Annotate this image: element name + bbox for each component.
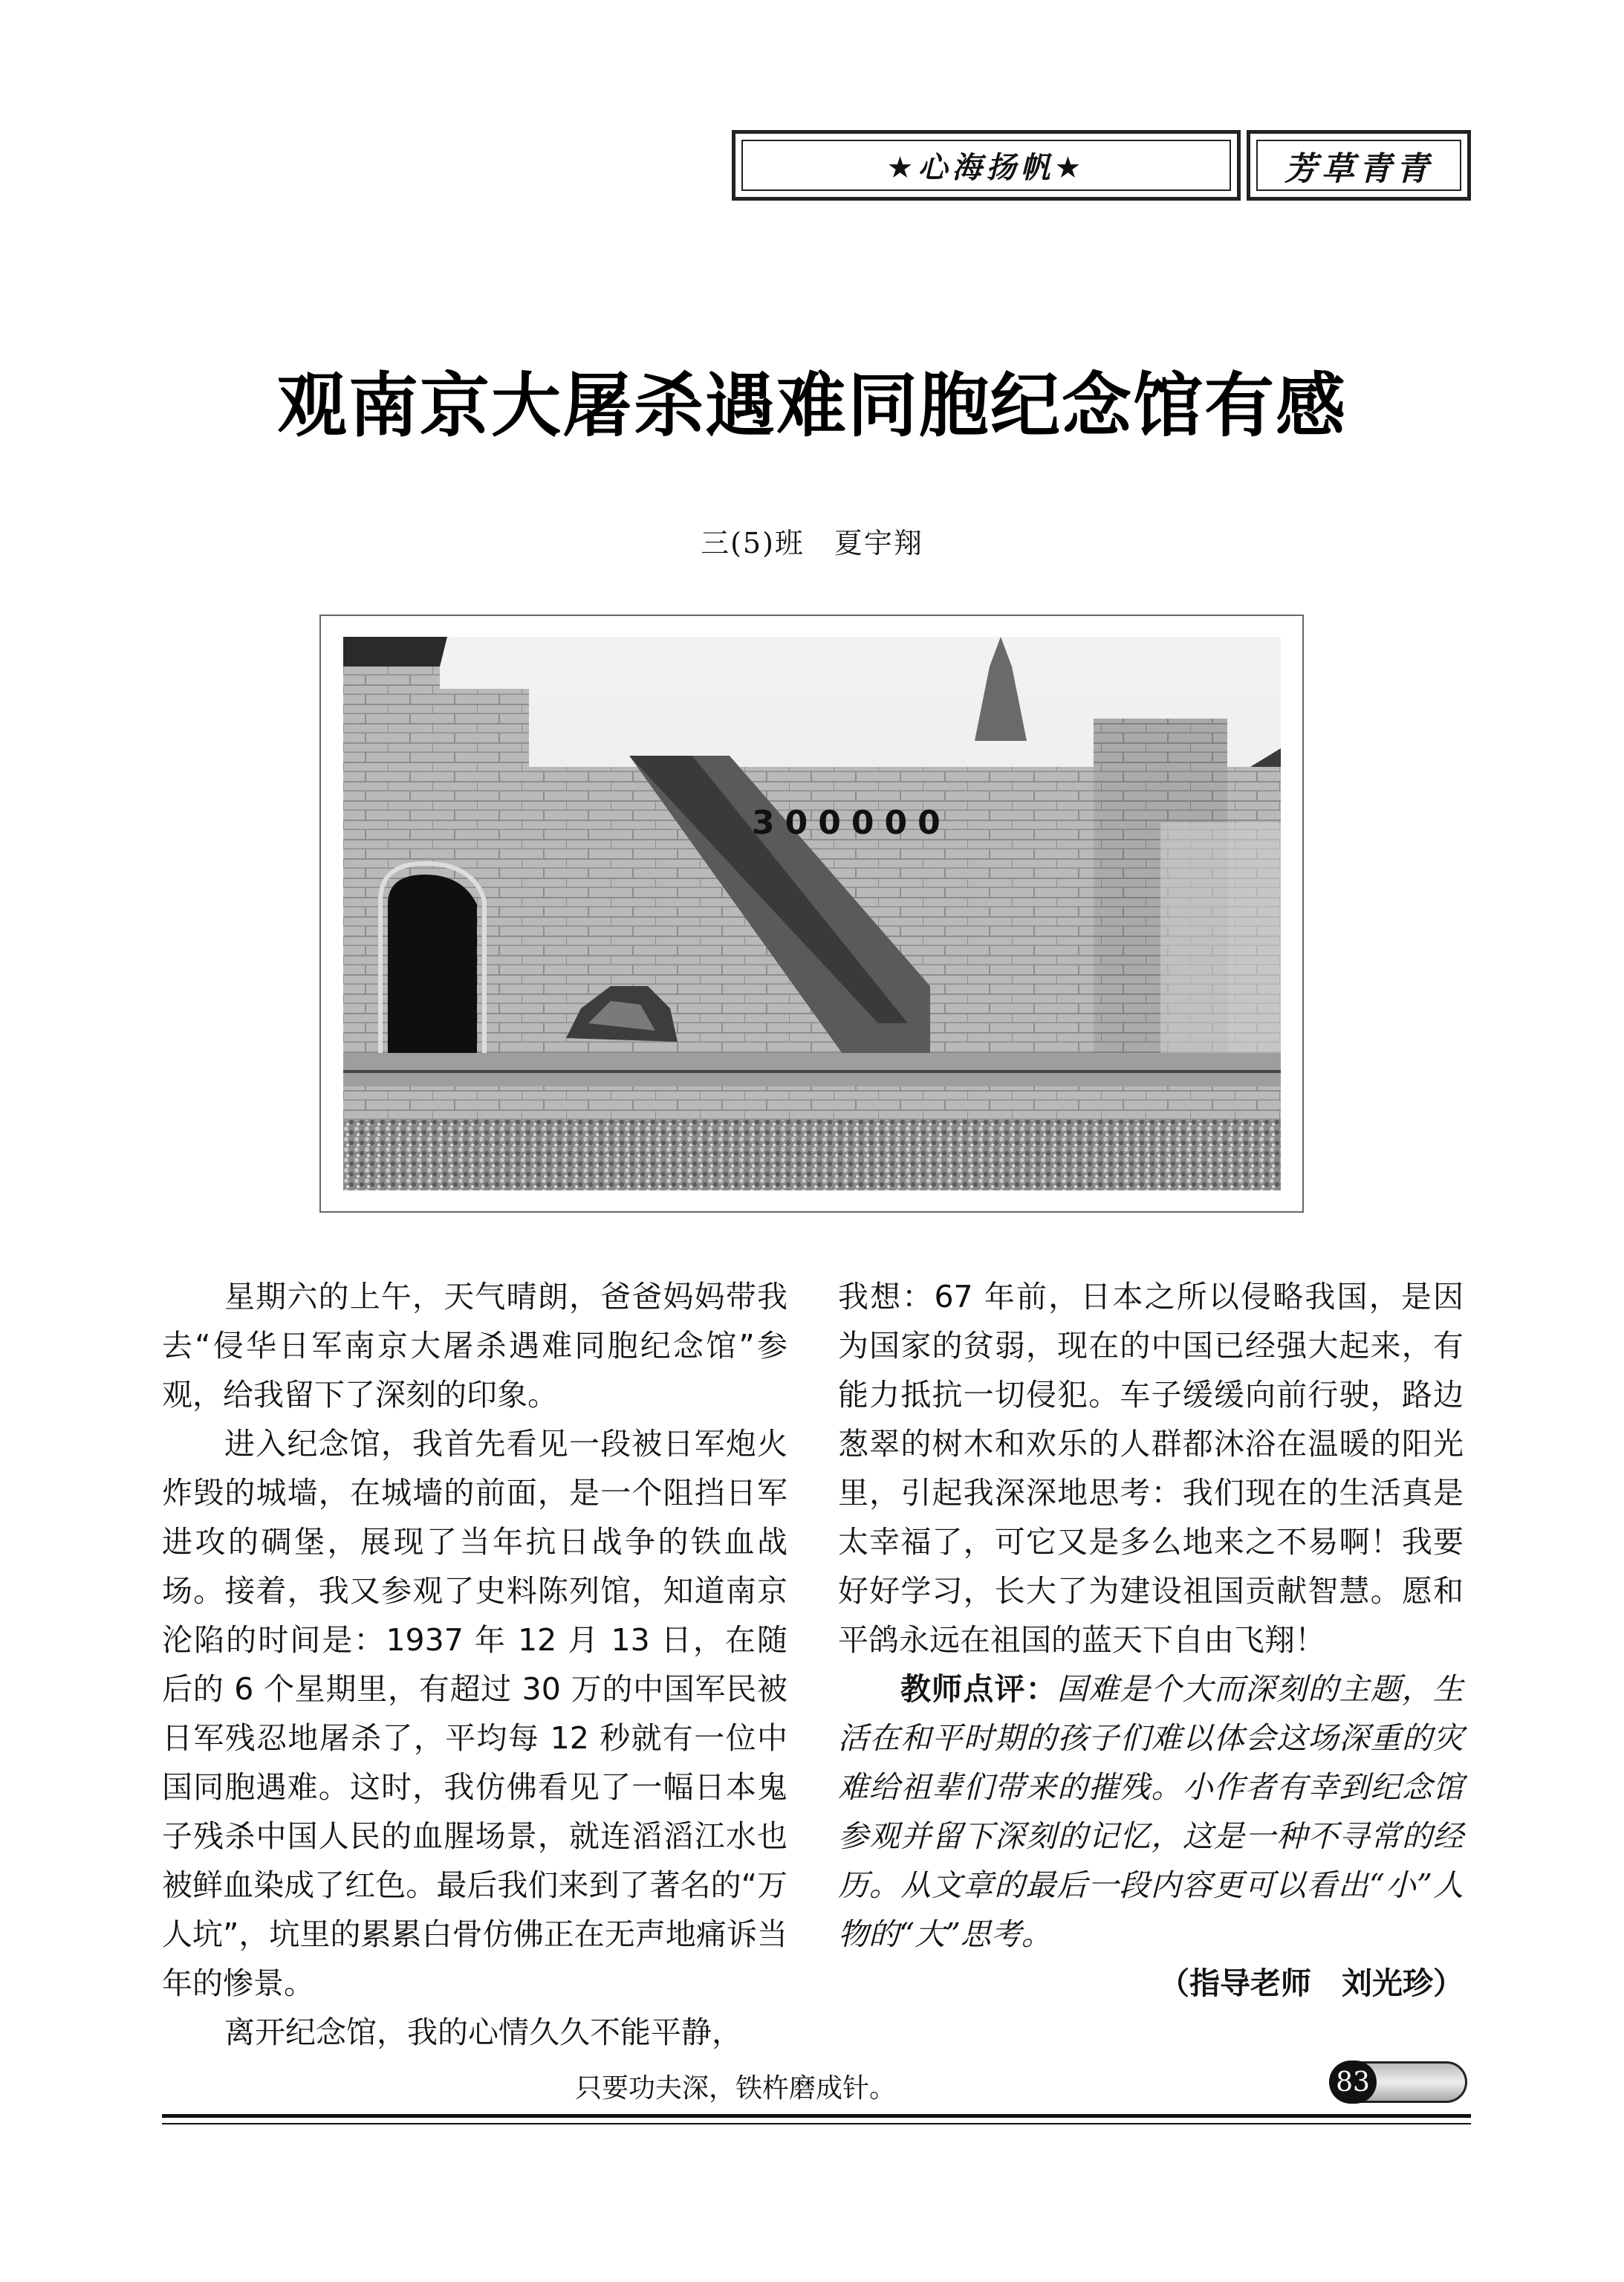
column-header-label: 芳草青青 <box>1256 140 1461 191</box>
footer-rule-thin <box>162 2123 1471 2124</box>
paragraph: 我想：67 年前，日本之所以侵略我国，是因为国家的贫弱，现在的中国已经强大起来，有能力抵抗一切侵犯。车子缓缓向前行驶，路边葱翠的树木和欢乐的人群都沐浴在温暖的阳光里，引起我深深地思考：我们现在的生活真是太幸福了，可它又是多么地来之不易啊！我要好好学习，长大了为建设祖国贡献智慧。愿和平鸽永远在祖国的蓝天下自由飞翔！ <box>838 1279 1464 1658</box>
photo-frame <box>319 615 1304 1213</box>
teacher-comment <box>838 1665 1464 1959</box>
author-name: 夏宇翔 <box>834 527 923 560</box>
photo-number: 300000 <box>752 804 951 842</box>
memorial-wall-photo <box>343 637 1281 1190</box>
author-class: 三(5)班 <box>701 527 805 560</box>
article-body-right <box>838 1272 1464 2008</box>
section-header-label: ★心海扬帆★ <box>741 140 1231 191</box>
page-number-badge <box>1330 2061 1467 2103</box>
teacher-comment-text: 国难是个大而深刻的主题，生活在和平时期的孩子们难以体会这场深重的灾难给祖辈们带来的摧残。小作者有幸到纪念馆参观并留下深刻的记忆，这是一种不寻常的经历。从文章的最后一段内容更可以看出“小”人物的“大”思考。 <box>838 1671 1464 1952</box>
article-title: 观南京大屠杀遇难同胞纪念馆有感 <box>276 366 1347 447</box>
paragraph: 星期六的上午，天气晴朗，爸爸妈妈带我去“侵华日军南京大屠杀遇难同胞纪念馆”参观，给我留下了深刻的印象。 <box>162 1279 787 1413</box>
teacher-comment-label: 教师点评： <box>900 1671 1057 1707</box>
paragraph: 离开纪念馆，我的心情久久不能平静， <box>224 2014 742 2050</box>
byline <box>0 520 1624 561</box>
paragraph: 进入纪念馆，我首先看见一段被日军炮火炸毁的城墙，在城墙的前面，是一个阻挡日军进攻的碉堡，展现了当年抗日战争的铁血战场。接着，我又参观了史料陈列馆，知道南京沦陷的时间是：1937 年 12 月 13 日，在随后的 6 个星期里，有超过 30 万的中国军民被日军残忍地屠杀了，平均每 12 秒就有一位中国同胞遇难。这时，我仿佛看见了一幅日本鬼子残杀中国人民的血腥场景，就连滔滔江水也被鲜血染成了红色。最后我们来到了著名的“万人坑”，坑里的累累白骨仿佛正在无声地痛诉当年的惨景。 <box>162 1426 787 2001</box>
article-body-left <box>162 1272 787 2057</box>
signoff: （指导老师 刘光珍） <box>1159 1965 1464 2001</box>
page-number: 83 <box>1329 2061 1377 2104</box>
column-header-box <box>1247 130 1471 201</box>
section-header-box <box>732 130 1241 201</box>
footer-motto: 只要功夫深，铁杵磨成针。 <box>574 2073 896 2104</box>
footer-rule <box>162 2114 1471 2118</box>
